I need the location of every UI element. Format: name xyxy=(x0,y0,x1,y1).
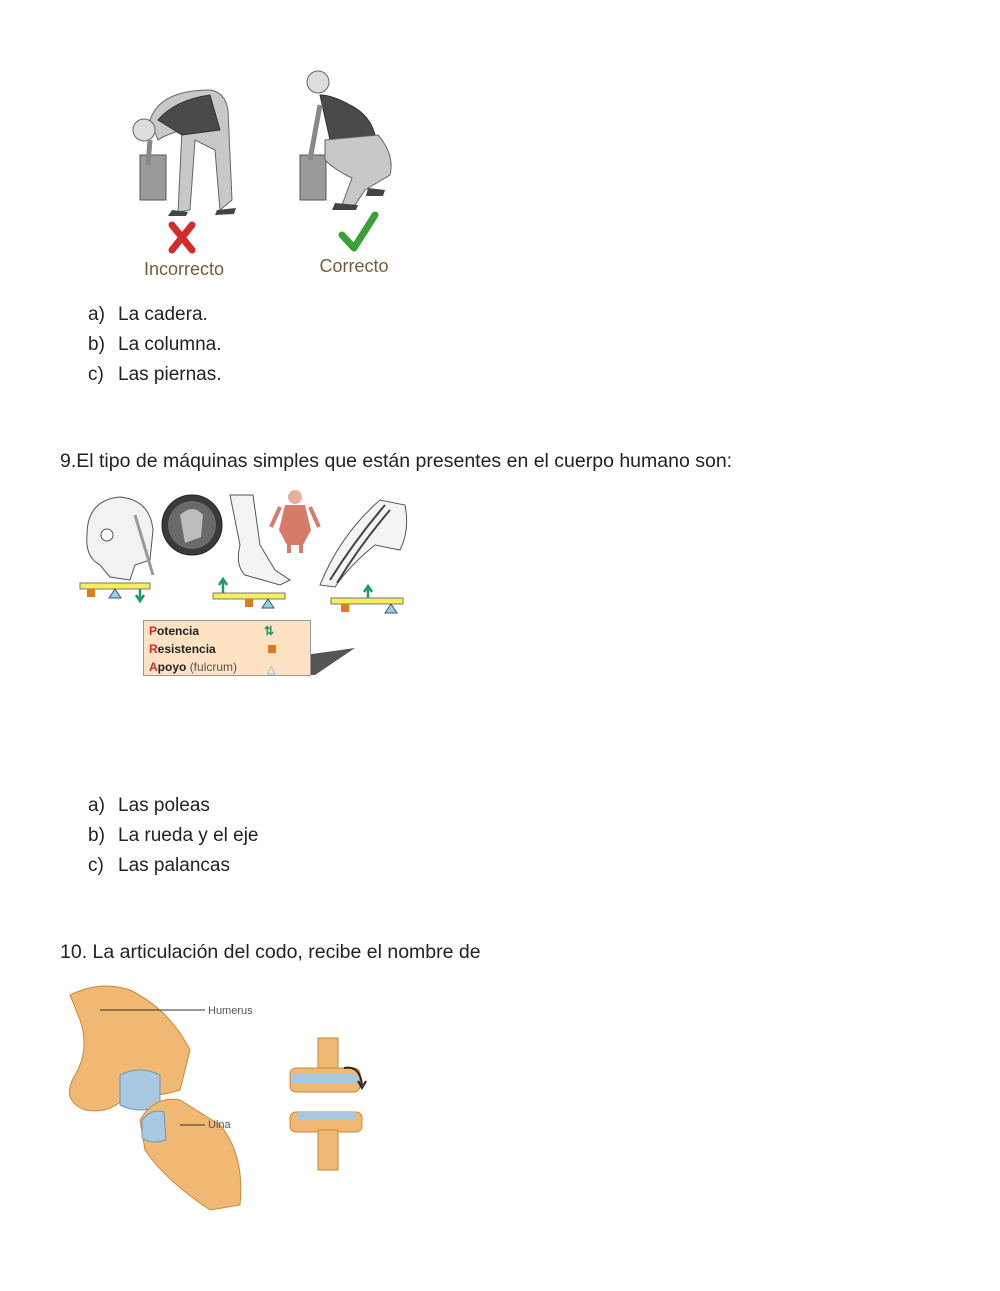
legend-apoyo: Apoyo (fulcrum) △ xyxy=(149,658,305,676)
ulna-label: Ulna xyxy=(208,1119,231,1131)
legend-resistencia: Resistencia xyxy=(149,640,305,658)
option-b[interactable]: b) La columna. xyxy=(88,334,222,355)
elbow-bones-illustration xyxy=(69,986,240,1210)
levers-legend xyxy=(143,620,311,676)
incorrect-label: Incorrecto xyxy=(143,259,225,279)
arm-lever-illustration xyxy=(320,500,407,613)
option-a[interactable]: a) La cadera. xyxy=(88,304,208,325)
option-a[interactable]: a) Las poleas xyxy=(88,795,210,816)
humerus-label: Humerus xyxy=(208,1005,253,1017)
skull-lever-illustration xyxy=(80,497,153,601)
hinge-joint-schematic xyxy=(290,1038,366,1170)
correct-posture-figure xyxy=(300,71,391,210)
arrows-icon: ⇅ xyxy=(264,624,275,638)
incorrect-posture-figure xyxy=(133,90,236,216)
option-b[interactable]: b) La rueda y el eje xyxy=(88,825,259,846)
square-icon xyxy=(268,645,276,653)
question-10-text: 10. La articulación del codo, recibe el nombre de xyxy=(60,941,481,963)
elbow-joint-figure xyxy=(60,980,380,1215)
incorrect-x-icon xyxy=(172,225,192,250)
portrait-medallion xyxy=(162,495,222,555)
option-c[interactable]: c) Las palancas xyxy=(88,855,230,876)
muscle-figure xyxy=(271,490,319,553)
correct-check-icon xyxy=(342,215,375,248)
triangle-icon: △ xyxy=(267,664,276,676)
question-9-text: 9.El tipo de máquinas simples que están presentes en el cuerpo humano son: xyxy=(60,450,733,472)
correct-label: Correcto xyxy=(319,256,389,276)
lifting-posture-figure xyxy=(120,60,420,285)
legend-potencia: Potencia ⇅ xyxy=(149,624,275,638)
option-c[interactable]: c) Las piernas. xyxy=(88,364,222,385)
